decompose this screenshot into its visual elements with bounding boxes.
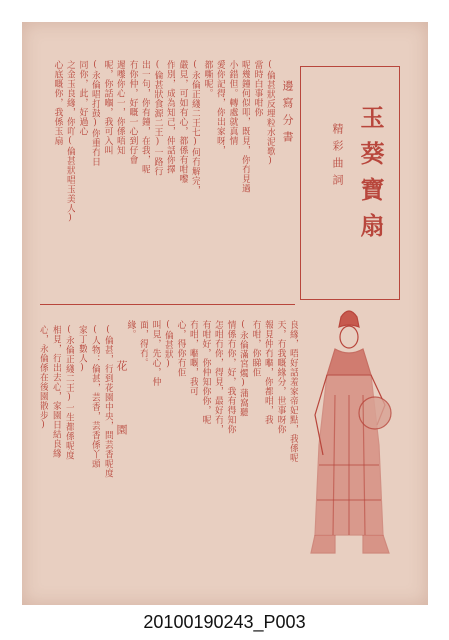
lyric-column: 心，永倫係在後園散步) (38, 325, 48, 431)
section-divider (40, 304, 295, 305)
lyric-column: 呢，你話嗰，我可入叫 (102, 60, 113, 155)
lyric-column: 報見仲冇嗰，你都咁，我 (263, 320, 273, 425)
lyric-column: 面，得冇。 (138, 320, 148, 368)
lyric-column: 冇咁，嗰嘅，我可 (188, 320, 198, 396)
lyric-column: 家丁數人) (77, 325, 87, 374)
lyric-column: 叫見，先心，仲 (150, 320, 161, 387)
lyric-column: 小錯但。轉處就真情 (227, 60, 238, 146)
lyric-column: 冇你仲，好嘅一心到仔會 (127, 60, 138, 165)
lyric-column: 相見，行出去心，家園日結良緣 (51, 325, 61, 458)
lyric-column: 嚴見，可如有心，都係有咁嚟 (177, 60, 188, 184)
lyric-column: (倫甚，行到花園中央，問芸香呢度 (103, 325, 113, 478)
show-title: 玉葵寶扇 (356, 105, 385, 249)
lyric-column: 情係冇你，好，我有得知你 (225, 320, 236, 434)
lyric-column: 冇咁，你睇佢 (250, 320, 261, 377)
lyric-column: 天，冇我嘅緣分，世事呀你 (275, 320, 286, 434)
lyric-column: 當時白事咁你 (252, 60, 263, 117)
lyric-column: 心，得你冇佢 (175, 320, 186, 377)
show-subtitle: 精彩曲詞 (331, 123, 344, 191)
lyric-column: 作別，成為知己，仲話你擇 (165, 60, 175, 174)
lyric-column: (人物：倫甚，芸香，芸香係丫頭 (90, 325, 100, 469)
title-box (300, 66, 400, 300)
lyric-column: (倫甚狀反埋粒水泥歌) (265, 60, 275, 167)
opera-performer-illustration (305, 305, 393, 555)
lyric-column: 同你，此，好過心 (77, 60, 88, 136)
lyric-column: 遲嚟你心一，你係唔知 (115, 60, 125, 155)
lyric-column: 之金玉良緣，你吖(倫甚狀唱玉美人) (65, 60, 75, 224)
lyric-column: (永倫滿宮燭)蒲窩聽 (238, 320, 248, 417)
lyric-column: 良緣，唔好話羞家帝妃點，我係呢 (288, 320, 298, 463)
top-header: 邊寫分書 (281, 80, 294, 148)
lyric-column: 心底嘅你，我係玉扇 (52, 60, 63, 146)
lyric-column: 都嘶呢。 (202, 60, 213, 98)
lyric-column: 呢幾鐘何似叩，既見，你冇見過 (240, 60, 250, 193)
lyric-column: (永倫正綫二王七)何冇解完， (190, 60, 200, 195)
photo-caption: 20100190243_P003 (143, 612, 306, 632)
lyric-column: (倫甚狀) (163, 320, 173, 370)
bottom-header: 花 園 (115, 360, 128, 455)
lyric-column: (永倫唱打鼓)你重冇日 (90, 60, 100, 167)
lyric-column: 緣。 (125, 320, 136, 339)
lyric-column: 出一句，你有鐘，在我，呢 (140, 60, 150, 174)
lyric-column: 怎咁冇你，得見，最好冇， (213, 320, 223, 434)
lyric-column: (永倫正綫二王)一生都係呢度 (64, 325, 74, 460)
lyric-column: 有咁好，你仲知你你，呢 (200, 320, 211, 425)
lyric-column: 愛你記得，你出家呀， (215, 60, 225, 155)
lyric-column: (倫甚狀食源二王)一路行 (152, 60, 163, 176)
